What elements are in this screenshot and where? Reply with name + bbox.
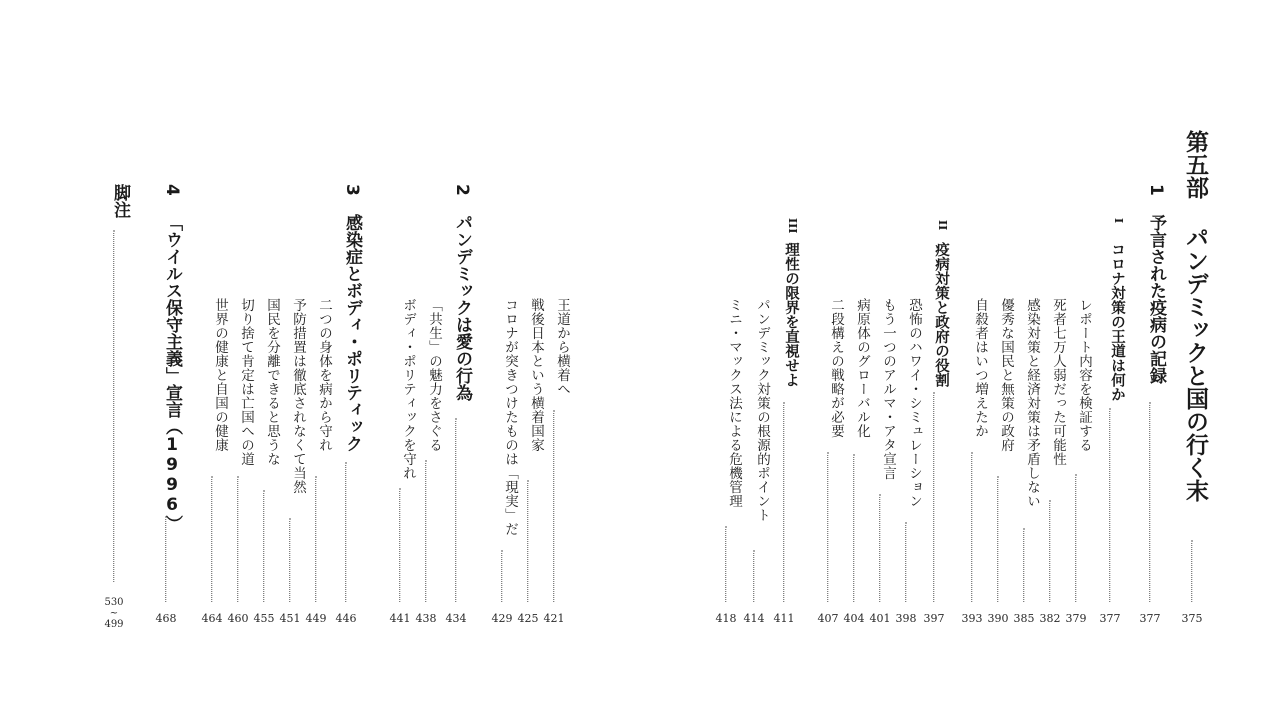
page-range-end: 499	[104, 619, 124, 630]
page-number: 411	[773, 612, 795, 625]
page-number: 464	[201, 612, 223, 625]
chapter-number: 4	[162, 184, 182, 196]
page-number: 397	[923, 612, 945, 625]
footnotes-title: 脚注	[110, 184, 130, 218]
chapter-title: パンデミックは愛の行為	[452, 214, 472, 401]
page-number: 379	[1065, 612, 1087, 625]
page-number: 398	[895, 612, 917, 625]
page-number: 377	[1139, 612, 1161, 625]
entry-title: 王道から横着へ	[554, 298, 570, 396]
page-number: 418	[715, 612, 737, 625]
page-number: 414	[743, 612, 765, 625]
section-numeral: I	[1112, 218, 1125, 224]
entry-title: 国民を分離できると思うな	[264, 298, 280, 466]
entry-title: 戦後日本という横着国家	[528, 298, 544, 452]
page-number: 407	[817, 612, 839, 625]
chapter-number: 2	[452, 184, 472, 196]
page-number: 375	[1181, 612, 1203, 625]
page-number: 434	[445, 612, 467, 625]
section-title: 理性の限界を直視せよ	[783, 242, 799, 387]
entry-title: 切り捨て肯定は亡国への道	[238, 298, 254, 466]
page-number: 451	[279, 612, 301, 625]
page-number: 455	[253, 612, 275, 625]
part-title: パンデミックと国の行く末	[1182, 226, 1208, 502]
page-number: 438	[415, 612, 437, 625]
page-number: 385	[1013, 612, 1035, 625]
page-number: 390	[987, 612, 1009, 625]
page-number: 421	[543, 612, 565, 625]
page-number: 401	[869, 612, 891, 625]
entry-title: 恐怖のハワイ・シミュレーション	[906, 298, 922, 508]
section-numeral: III	[786, 218, 799, 234]
chapter-title: 「ウイルス保守主義」宣言（1996）	[162, 214, 182, 532]
entry-title: 優秀な国民と無策の政府	[998, 298, 1014, 452]
entry-title: ボディ・ポリティックを守れ	[400, 298, 416, 480]
page-number: 468	[155, 612, 177, 625]
entry-title: コロナが突きつけたものは「現実」だ	[502, 298, 518, 536]
page-number: 429	[491, 612, 513, 625]
page-range-start: 530	[104, 597, 124, 608]
page-number: 382	[1039, 612, 1061, 625]
entry-title: 自殺者はいつ増えたか	[972, 298, 988, 438]
entry-title: 予防措置は徹底されなくて当然	[290, 298, 306, 494]
page-number: 377	[1099, 612, 1121, 625]
page-number: 449	[305, 612, 327, 625]
section-numeral: II	[936, 220, 949, 231]
page-number: 460	[227, 612, 249, 625]
entry-title: パンデミック対策の根源的ポイント	[754, 298, 770, 522]
section-title: 疫病対策と政府の役割	[933, 242, 949, 387]
part-label: 第五部	[1182, 130, 1208, 199]
entry-title: 世界の健康と自国の健康	[212, 298, 228, 452]
page-number: 441	[389, 612, 411, 625]
chapter-number: 3	[342, 184, 362, 196]
chapter-title: 感染症とボディ・ポリティック	[342, 214, 362, 452]
entry-title: 二段構えの戦略が必要	[828, 298, 844, 438]
page-number: 425	[517, 612, 539, 625]
entry-title: 死者七万人弱だった可能性	[1050, 298, 1066, 466]
entry-title: 「共生」の魅力をさぐる	[426, 298, 442, 452]
page-number: 404	[843, 612, 865, 625]
entry-title: 病原体のグローバル化	[854, 298, 870, 438]
page-range	[92, 597, 136, 630]
entry-title: 二つの身体を病から守れ	[316, 298, 332, 452]
section-title: コロナ対策の王道は何か	[1109, 242, 1125, 402]
chapter-number: 1	[1146, 184, 1166, 196]
entry-title: もう一つのアルマ・アタ宣言	[880, 298, 896, 480]
entry-title: ミニ・マックス法による危機管理	[726, 298, 742, 508]
entry-title: レポート内容を検証する	[1076, 298, 1092, 452]
page-number: 393	[961, 612, 983, 625]
chapter-title: 予言された疫病の記録	[1146, 214, 1166, 384]
page-number: 446	[335, 612, 357, 625]
page-range-separator: ~	[109, 608, 119, 619]
entry-title: 感染対策と経済対策は矛盾しない	[1024, 298, 1040, 508]
